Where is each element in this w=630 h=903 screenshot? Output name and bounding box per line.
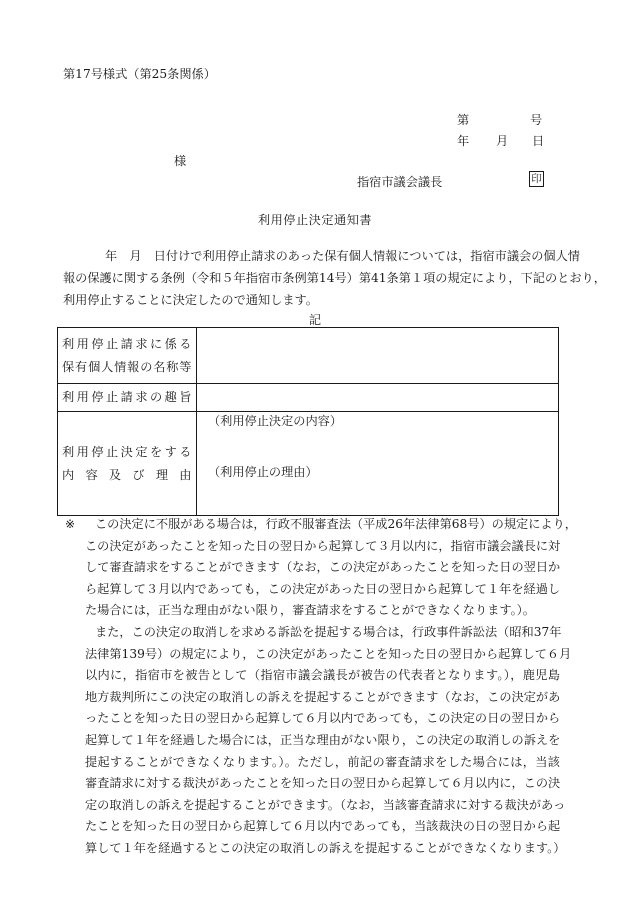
form-number: 第17号様式（第25条関係） bbox=[63, 67, 216, 81]
note-line: して審査請求をすることができます（なお，この決定があったことを知った日の翌日か bbox=[85, 560, 561, 575]
reason-caption: （利用停止の理由） bbox=[208, 465, 318, 479]
note-line: 法律第139号）の規定により，この決定があったことを知った日の翌日から起算して６月 bbox=[85, 646, 572, 661]
sender-name: 指宿市議会議長 bbox=[357, 175, 443, 189]
note-mark: ※ bbox=[65, 517, 76, 531]
date-year-label: 年 bbox=[457, 134, 470, 148]
document-number-label: 第 bbox=[457, 113, 470, 127]
date-day-label: 日 bbox=[532, 134, 545, 148]
label-line: 保有個人情報の名称等 bbox=[62, 359, 192, 374]
table-row bbox=[58, 328, 559, 384]
intro-paragraph bbox=[63, 245, 606, 311]
intro-line: 報の保護に関する条例（令和５年指宿市条例第14号）第41条第１項の規定により，下記のとおり， bbox=[63, 271, 606, 285]
intro-line: 利用停止することに決定したので通知します。 bbox=[63, 293, 318, 307]
note-line: 定の取消しの訴えを提起することができます。（なお，当該審査請求に対する裁決があっ bbox=[85, 797, 566, 812]
row-label-decision-and-reason bbox=[58, 412, 197, 516]
label-line: 利用停止請求の趣旨 bbox=[62, 390, 192, 404]
note-line: ら起算して３月以内であっても，この決定があった日の翌日から起算して１年を経過し bbox=[85, 581, 561, 596]
date-month-label: 月 bbox=[496, 134, 509, 148]
note-line: この決定に不服がある場合は，行政不服審査法（平成26年法律第68号）の規定により， bbox=[95, 517, 577, 531]
ki-heading: 記 bbox=[308, 313, 322, 327]
document-number-suffix: 号 bbox=[530, 113, 543, 127]
note-line: 地方裁判所にこの決定の取消しの訴えを提起することができます（なお，この決定があ bbox=[85, 689, 561, 704]
seal-stamp: 印 bbox=[529, 171, 544, 187]
table-row bbox=[58, 384, 559, 412]
document-title: 利用停止決定通知書 bbox=[257, 213, 373, 227]
note-line: ったことを知った日の翌日から起算して６月以内であっても，この決定の日の翌日から bbox=[85, 711, 561, 726]
note-line: たことを知った日の翌日から起算して６月以内であっても，当該裁決の日の翌日から起 bbox=[85, 819, 561, 834]
intro-line: 年 月 日付けで利用停止請求のあった保有個人情報については，指宿市議会の個人情 bbox=[105, 249, 580, 263]
label-line: 利用停止決定をする bbox=[62, 444, 192, 459]
row-label-request-purpose bbox=[58, 384, 197, 412]
note-line: 起算して１年を経過した場合には，正当な理由がない限り，この決定の取消しの訴えを bbox=[85, 732, 561, 747]
note-line: 以内に，指宿市を被告として（指宿市議会議長が被告の代表者となります。），鹿児島 bbox=[85, 668, 560, 683]
note-line: た場合には，正当な理由がない限り，審査請求をすることができなくなります。）。 bbox=[85, 603, 535, 618]
notes-body bbox=[85, 514, 577, 860]
note-line: 審査請求に対する裁決があったことを知った日の翌日から起算して６月以内に，この決 bbox=[85, 776, 561, 791]
value-request-purpose[interactable] bbox=[197, 384, 559, 412]
note-line: 提起することができなくなります。）。ただし，前記の審査請求をした場合には，当該 bbox=[85, 754, 560, 769]
addressee-suffix: 様 bbox=[174, 154, 187, 168]
decision-content-caption: （利用停止決定の内容） bbox=[208, 414, 343, 428]
row-label-information-name bbox=[58, 328, 197, 384]
label-line: 内容及び理由 bbox=[62, 467, 192, 482]
note-line: この決定があったことを知った日の翌日から起算して３月以内に，指宿市議会議長に対 bbox=[85, 538, 561, 553]
value-information-name[interactable] bbox=[197, 328, 559, 384]
note-line: 算して１年を経過するとこの決定の取消しの訴えを提起することができなくなります。） bbox=[85, 840, 566, 855]
label-line: 利用停止請求に係る bbox=[62, 336, 192, 351]
note-line: また，この決定の取消しを求める訴訟を提起する場合は，行政事件訴訟法（昭和37年 bbox=[95, 624, 562, 639]
